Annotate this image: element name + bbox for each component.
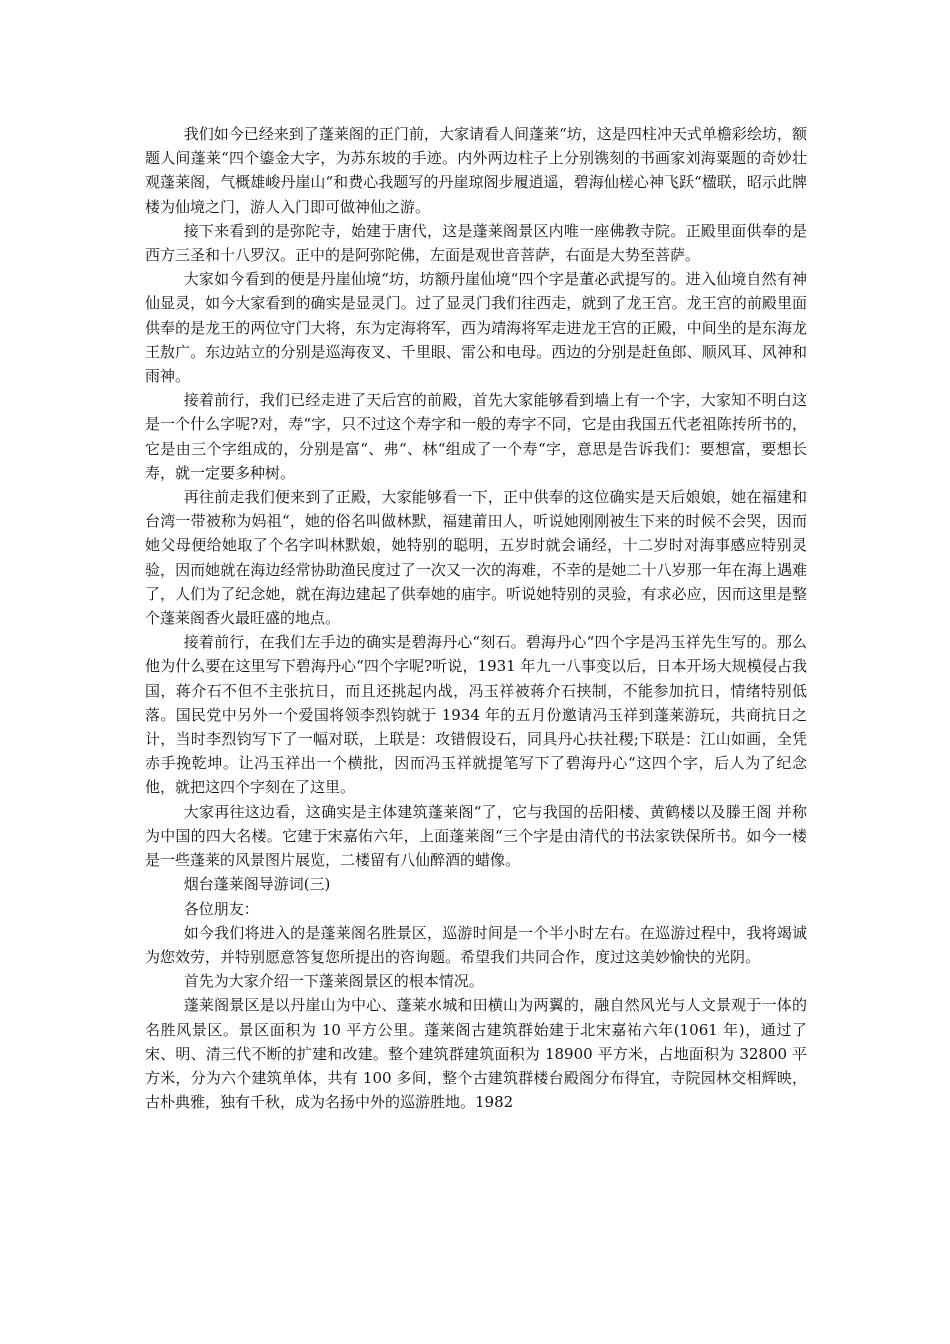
paragraph-overview-lead: 首先为大家介绍一下蓬莱阁景区的根本情况。 [183,972,484,991]
paragraph-bihai-danxin: 接着前行，在我们左手边的确实是碧海丹心“刻石。碧海丹心“四个字是冯玉祥先生写的。那么他为什么要在这里写下碧海丹心“四个字呢?听说，1931 年九一八事变以后，日本开场大规模侵占我国，蒋介石不但不主张抗日，而且还挑起内战，冯玉祥被蒋介石挟制，不能参加抗日，情绪特别低落。国民党中另外一个爱国将领李烈钧就于 1934 年的五月份邀请冯玉祥到蓬莱游玩，共商抗日之计，当时李烈钧写下了一幅对联，上联是：攻错假设石，同具丹心扶社稷;下联是：江山如画，全凭赤手挽乾坤。让冯玉祥出一个横批，因而冯玉祥就提笔写下了碧海丹心“这四个字，后人为了纪念他，就把这四个字刻在了这里。 [145,633,807,797]
paragraph-main-gate: 我们如今已经来到了蓬莱阁的正门前，大家请看人间蓬莱“坊，这是四柱冲天式单檐彩绘坊，额题人间蓬莱“四个鎏金大字，为苏东坡的手迹。内外两边柱子上分别镌刻的书画家刘海粟题的奇妙壮观蓬莱阁，气概雄峻丹崖山“和费心我题写的丹崖琼阁步履逍遥，碧海仙槎心神飞跃“楹联，昭示此牌楼为仙境之门，游人入门即可做神仙之游。 [145,125,807,216]
paragraph-tianhou-main-hall: 再往前走我们便来到了正殿，大家能够看一下，正中供奉的这位确实是天后娘娘，她在福建和台湾一带被称为妈祖“，她的俗名叫做林默，福建莆田人，听说她刚刚被生下来的时候不会哭，因而她父母便给她取了个名字叫林默娘，她特别的聪明，五岁时就会诵经，十二岁时对海事感应特别灵验，因而她就在海边经常协助渔民度过了一次又一次的海难，不幸的是她二十八岁那一年在海上遇难了，人们为了纪念她，就在海边建起了供奉她的庙宇。听说她特别的灵验，有求必应，因而这里是整个蓬莱阁香火最旺盛的地点。 [145,488,807,628]
paragraph-tianhou-front-hall: 接着前行，我们已经走进了天后宫的前殿，首先大家能够看到墙上有一个字，大家知不明白这是一个什么字呢?对，寿“字，只不过这个寿字和一般的寿字不同，它是由我国五代老祖陈抟所书的，它是由三个字组成的，分别是富“、弗“、林“组成了一个寿“字，意思是告诉我们：要想富，要想长寿，就一定要多种树。 [145,391,807,482]
paragraph-danya-xianjing: 大家如今看到的便是丹崖仙境“坊，坊额丹崖仙境“四个字是董必武提写的。进入仙境自然有神仙显灵，如今大家看到的确实是显灵门。过了显灵门我们往西走，就到了龙王宫。龙王宫的前殿里面供奉的是龙王的两位守门大将，东为定海将军，西为靖海将军走进龙王宫的正殿，中间坐的是东海龙王敖广。东边站立的分别是巡海夜叉、千里眼、雷公和电母。西边的分别是赶鱼郎、顺风耳、风神和雨神。 [145,270,807,386]
paragraph-tour-intro: 如今我们将进入的是蓬莱阁名胜景区，巡游时间是一个半小时左右。在巡游过程中，我将竭诚为您效劳，并特别愿意答复您所提出的咨询题。希望我们共同合作，度过这美妙愉快的光阴。 [145,923,807,966]
paragraph-scenic-area: 蓬莱阁景区是以丹崖山为中心、蓬莱水城和田横山为两翼的，融自然风光与人文景观于一体的名胜风景区。景区面积为 10 平方公里。蓬莱阁古建筑群始建于北宋嘉祐六年(1061 年)，通过了宋、明、清三代不断的扩建和改建。整个建筑群建筑面积为 18900 平方米，占地面积为 32800 平方米，分为六个建筑单体，共有 100 多间，整个古建筑群楼台殿阁分布得宜，寺院园林交相辉映，古朴典雅，独有千秋，成为名扬中外的巡游胜地。1982 [145,996,807,1112]
greeting-line: 各位朋友： [183,899,259,918]
section-heading: 烟台蓬莱阁导游词(三) [183,875,331,894]
paragraph-penglai-pavilion: 大家再往这边看，这确实是主体建筑蓬莱阁“了，它与我国的岳阳楼、黄鹤楼以及滕王阁 并称为中国的四大名楼。它建于宋嘉佑六年，上面蓬莱阁“三个字是由清代的书法家铁保所书。如今一楼是一些蓬莱的风景图片展览，二楼留有八仙醉酒的蜡像。 [145,802,807,870]
document-body [145,122,807,1114]
paragraph-mituo-temple: 接下来看到的是弥陀寺，始建于唐代，这是蓬莱阁景区内唯一座佛教寺院。正殿里面供奉的是西方三圣和十八罗汉。正中的是阿弥陀佛，左面是观世音菩萨，右面是大势至菩萨。 [145,221,807,265]
